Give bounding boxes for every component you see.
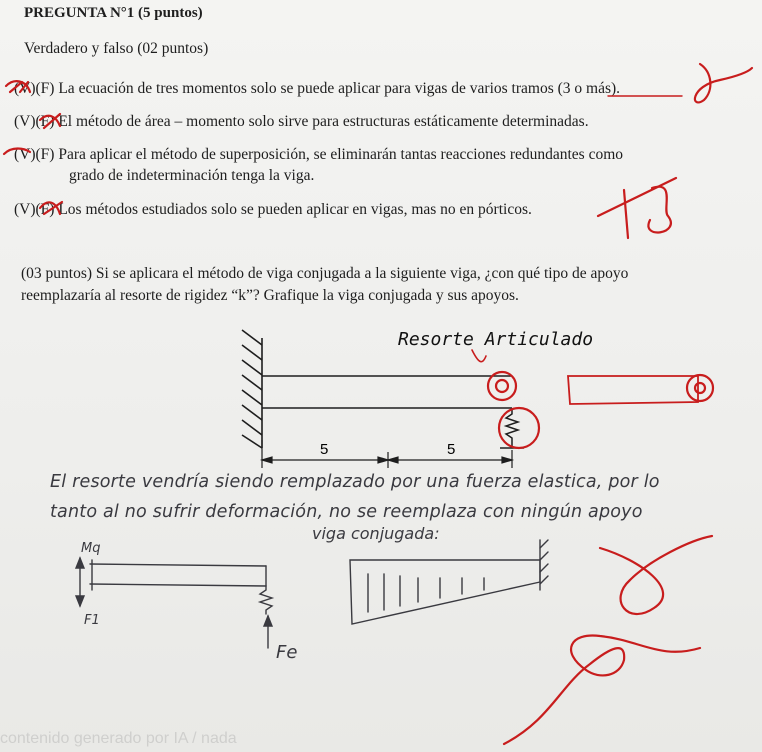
annotation-resorte: Resorte Articulado	[398, 329, 594, 350]
statement-3-continuation: grado de indeterminación tenga la viga.	[69, 167, 315, 184]
label-force-right: Fe	[276, 642, 298, 663]
dimension-left: 5	[320, 441, 329, 458]
dimension-right: 5	[447, 441, 456, 458]
label-force-left: F1	[84, 613, 100, 628]
tf-marks: (V)(F)	[14, 80, 55, 97]
true-false-subtitle: Verdadero y falso (02 puntos)	[24, 40, 209, 57]
statement-text: Los métodos estudiados solo se pueden aplicar en vigas, mas no en pórticos.	[58, 201, 532, 218]
conjugate-label: viga conjugada:	[312, 524, 440, 543]
tf-marks: (V)(F)	[14, 201, 55, 218]
conjugate-beam-sketch	[76, 540, 548, 648]
statement-text: El método de área – momento solo sirve para estructuras estáticamente determinadas.	[58, 113, 589, 130]
problem-line-2: reemplazaría al resorte de rigidez “k”? Grafique la viga conjugada y sus apoyos.	[21, 287, 519, 304]
tf-marks: (V)(F)	[14, 113, 55, 130]
watermark: contenido generado por IA / nada	[0, 730, 237, 747]
dimension-line	[262, 440, 512, 468]
grading-marks	[4, 64, 752, 744]
beam	[262, 376, 512, 408]
fixed-support	[242, 330, 262, 448]
label-moment: Mq	[81, 541, 101, 556]
answer-line-1: El resorte vendría siendo remplazado por una fuerza elastica, por lo	[50, 472, 660, 492]
problem-line-1: (03 puntos) Si se aplicara el método de viga conjugada a la siguiente viga, ¿con qué tipo de apoyo	[21, 265, 629, 282]
statement-text: Para aplicar el método de superposición, se eliminarán tantas reacciones redundantes como	[58, 146, 624, 163]
tf-marks: (V)(F)	[14, 146, 55, 163]
question-title: PREGUNTA N°1 (5 puntos)	[24, 5, 203, 21]
answer-line-2: tanto al no sufrir deformación, no se reemplaza con ningún apoyo	[50, 502, 643, 522]
statement-text: La ecuación de tres momentos solo se puede aplicar para vigas de varios tramos (3 o más).	[58, 80, 621, 97]
